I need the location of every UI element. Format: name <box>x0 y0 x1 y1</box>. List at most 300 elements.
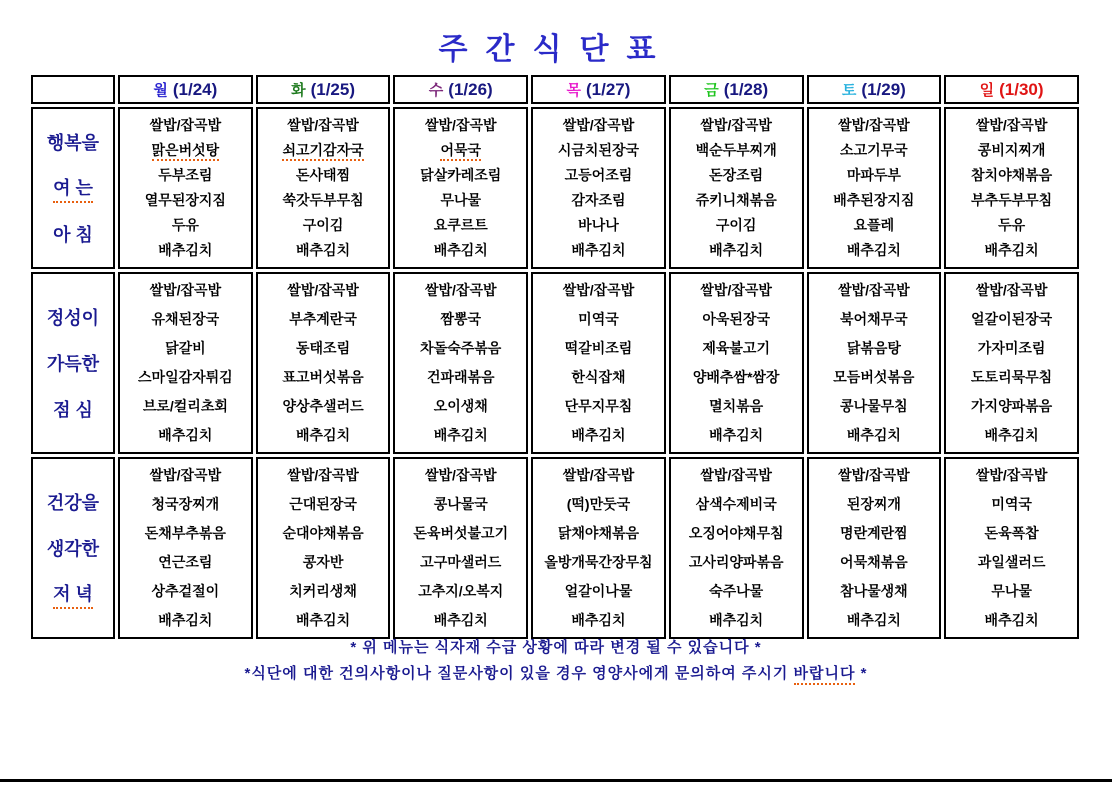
menu-cell-items <box>946 109 1077 267</box>
menu-item <box>948 398 1075 415</box>
menu-item-text: 배추김치 <box>158 242 213 258</box>
meal-label-dinner <box>31 457 115 639</box>
menu-cell-items <box>120 274 251 452</box>
menu-item <box>397 340 524 357</box>
menu-item <box>948 612 1075 629</box>
menu-item <box>260 427 387 444</box>
menu-item-text: 청국장찌개 <box>151 496 220 512</box>
menu-cell-items <box>258 459 389 637</box>
note-contact-text: *식단에 대한 건의사항이나 질문사항이 있을 경우 영양사에게 문의하여 주시기 <box>244 665 794 682</box>
menu-item-text: 고추지/오복지 <box>418 583 504 599</box>
menu-cell-items <box>533 274 664 452</box>
menu-cell-items <box>533 109 664 267</box>
menu-item <box>811 242 938 259</box>
menu-item <box>122 242 249 259</box>
menu-cell-items <box>671 274 802 452</box>
menu-item <box>673 369 800 386</box>
menu-item <box>673 167 800 184</box>
menu-cell-lunch-wed <box>393 272 528 454</box>
day-header-mon <box>118 75 253 104</box>
menu-item <box>948 467 1075 484</box>
note-menu-change: * 위 메뉴는 식자재 수급 상황에 따라 변경 될 수 있습니다 * <box>350 639 762 656</box>
menu-item <box>811 467 938 484</box>
day-date-label: (1/24) <box>172 80 218 99</box>
menu-item-text: 쥬키니채볶음 <box>695 192 777 208</box>
menu-item <box>535 496 662 513</box>
menu-item <box>673 467 800 484</box>
menu-item-text: 맑은버섯탕 <box>152 142 220 161</box>
menu-item <box>673 340 800 357</box>
menu-item-text: 제육불고기 <box>702 340 770 356</box>
menu-item <box>122 117 249 134</box>
menu-item-text: 어묵채볶음 <box>840 554 908 570</box>
menu-item <box>811 583 938 600</box>
menu-item-text: 마파두부 <box>846 167 901 183</box>
day-date-label: (1/28) <box>723 80 769 99</box>
menu-item-text: 배추김치 <box>296 242 351 258</box>
menu-cell-items <box>671 459 802 637</box>
menu-item <box>122 311 249 328</box>
day-header-sun <box>944 75 1079 104</box>
meal-label-line <box>33 386 113 432</box>
menu-cell-items <box>258 109 389 267</box>
menu-item <box>535 398 662 415</box>
menu-item-text: 동태조림 <box>296 340 351 356</box>
menu-item <box>122 583 249 600</box>
menu-item-text: 고사리양파볶음 <box>688 554 784 570</box>
menu-cell-items <box>120 109 251 267</box>
menu-item-text: 배추김치 <box>158 612 213 628</box>
menu-item <box>260 217 387 234</box>
menu-item <box>535 340 662 357</box>
menu-item <box>535 217 662 234</box>
menu-item-text: (떡)만둣국 <box>566 496 631 512</box>
menu-cell-items <box>395 274 526 452</box>
menu-item <box>811 554 938 571</box>
menu-item-text: 쌀밥/잡곡밥 <box>149 117 222 133</box>
menu-cell-dinner-sat <box>807 457 942 639</box>
menu-cell-items <box>395 109 526 267</box>
menu-item <box>948 427 1075 444</box>
meal-label-text: 여 는 <box>53 174 93 203</box>
menu-item-text: 콩비지찌개 <box>977 142 1046 158</box>
menu-item <box>260 583 387 600</box>
menu-item-text: 쌀밥/잡곡밥 <box>287 467 359 483</box>
menu-item <box>811 340 938 357</box>
menu-item <box>260 398 387 415</box>
menu-item <box>260 340 387 357</box>
menu-item-text: 배추김치 <box>433 242 488 258</box>
menu-item-text: 양배추쌈*쌈장 <box>692 369 780 385</box>
menu-item-text: 양상추샐러드 <box>282 398 364 414</box>
menu-item-text: 오이생채 <box>433 398 488 414</box>
menu-item-text: 배추김치 <box>984 612 1039 628</box>
menu-item-text: 모듬버섯볶음 <box>833 369 915 385</box>
menu-item-text: 짬뽕국 <box>440 311 482 327</box>
menu-item <box>397 282 524 299</box>
menu-item <box>397 142 524 159</box>
menu-item-text: 쌀밥/잡곡밥 <box>149 467 222 483</box>
menu-item <box>397 369 524 386</box>
menu-item <box>397 583 524 600</box>
note-contact-tail: * <box>855 665 868 682</box>
menu-item <box>397 311 524 328</box>
menu-item-text: 삼색수제비국 <box>695 496 777 512</box>
menu-item-text: 쌀밥/잡곡밥 <box>425 467 497 483</box>
menu-item <box>811 369 938 386</box>
menu-item <box>948 554 1075 571</box>
menu-item-text: 무나물 <box>991 583 1032 599</box>
menu-item <box>948 340 1075 357</box>
menu-cell-lunch-mon <box>118 272 253 454</box>
menu-item <box>673 311 800 328</box>
menu-item-text: 어묵국 <box>440 142 481 161</box>
menu-item-text: 순대야채볶음 <box>282 525 364 541</box>
menu-item-text: 부추두부무침 <box>971 192 1053 208</box>
menu-cell-breakfast-fri <box>669 107 804 269</box>
meal-label-line <box>33 525 113 571</box>
menu-item <box>811 398 938 415</box>
menu-item <box>673 427 800 444</box>
menu-item-text: 배추김치 <box>571 427 626 443</box>
menu-item-text: 콩나물국 <box>433 496 488 512</box>
menu-item <box>122 217 249 234</box>
menu-item <box>535 192 662 209</box>
menu-item-text: 쌀밥/잡곡밥 <box>562 117 635 133</box>
meal-row-dinner <box>31 457 1079 639</box>
menu-item-text: 차돌숙주볶음 <box>420 340 502 356</box>
menu-item-text: 얼갈이된장국 <box>971 311 1053 327</box>
menu-item-text: 스마일감자튀김 <box>138 369 233 385</box>
menu-item <box>535 282 662 299</box>
menu-item-text: 쌀밥/잡곡밥 <box>700 467 772 483</box>
meal-label-line <box>33 340 113 386</box>
menu-cell-dinner-fri <box>669 457 804 639</box>
menu-cell-breakfast-mon <box>118 107 253 269</box>
menu-item-text: 명란계란찜 <box>840 525 908 541</box>
menu-item <box>811 282 938 299</box>
menu-item-text: 구이김 <box>302 217 344 233</box>
menu-item <box>397 398 524 415</box>
menu-item-text: 콩나물무침 <box>840 398 908 414</box>
menu-item <box>948 282 1075 299</box>
menu-item-text: 두유 <box>998 217 1026 233</box>
menu-item <box>397 167 524 184</box>
menu-item <box>535 583 662 600</box>
day-header-sat <box>807 75 942 104</box>
menu-item-text: 쌀밥/잡곡밥 <box>149 282 222 298</box>
menu-item-text: 쌀밥/잡곡밥 <box>975 117 1048 133</box>
menu-cell-dinner-tue <box>256 457 391 639</box>
menu-item <box>535 427 662 444</box>
menu-item-text: 쌀밥/잡곡밥 <box>838 117 910 133</box>
menu-item <box>397 554 524 571</box>
menu-cell-breakfast-wed <box>393 107 528 269</box>
menu-item <box>535 117 662 134</box>
menu-cell-lunch-sun <box>944 272 1079 454</box>
menu-item-text: 근대된장국 <box>289 496 357 512</box>
day-date-label: (1/27) <box>586 80 631 99</box>
menu-item <box>811 427 938 444</box>
menu-item <box>948 583 1075 600</box>
day-date-label: (1/29) <box>861 80 906 99</box>
menu-item-text: 배추김치 <box>984 427 1039 443</box>
menu-item-text: 건파래볶음 <box>426 369 495 385</box>
menu-cell-dinner-thu <box>531 457 666 639</box>
menu-item-text: 감자조림 <box>571 192 626 208</box>
menu-item-text: 쌀밥/잡곡밥 <box>700 117 772 133</box>
menu-item-text: 유채된장국 <box>151 311 220 327</box>
day-date-label: (1/30) <box>999 80 1044 99</box>
day-header-thu <box>531 75 666 104</box>
menu-item <box>122 369 249 386</box>
meal-label-line <box>33 294 113 340</box>
menu-item <box>811 496 938 513</box>
menu-item <box>673 496 800 513</box>
menu-item-text: 배추김치 <box>296 427 351 443</box>
menu-cell-items <box>946 459 1077 637</box>
menu-cell-items <box>258 274 389 452</box>
day-char-icon: 목 <box>566 82 581 99</box>
menu-item <box>260 167 387 184</box>
menu-item <box>260 242 387 259</box>
meal-label-lunch <box>31 272 115 454</box>
menu-item-text: 배추김치 <box>709 612 764 628</box>
menu-item-text: 쌀밥/잡곡밥 <box>425 282 497 298</box>
day-char-icon: 화 <box>291 82 306 99</box>
menu-item <box>535 369 662 386</box>
menu-item-text: 미역국 <box>991 496 1032 512</box>
meal-label-breakfast <box>31 107 115 269</box>
menu-item-text: 쑥갓두부무침 <box>282 192 364 208</box>
menu-item-text: 배추김치 <box>296 612 351 628</box>
menu-item <box>811 192 938 209</box>
menu-item-text: 두부조림 <box>158 167 213 183</box>
menu-item <box>122 398 249 415</box>
menu-item <box>811 525 938 542</box>
day-header-tue <box>256 75 391 104</box>
menu-item <box>397 496 524 513</box>
menu-cell-lunch-tue <box>256 272 391 454</box>
menu-item <box>535 142 662 159</box>
menu-item-text: 열무된장지짐 <box>144 192 226 208</box>
page-title: 주간식단표 <box>438 33 674 66</box>
day-char-icon: 금 <box>704 82 719 99</box>
menu-item-text: 닭채야채볶음 <box>557 525 640 541</box>
menu-item-text: 고구마샐러드 <box>420 554 502 570</box>
menu-item <box>397 612 524 629</box>
page-bottom-rule <box>0 779 1112 782</box>
menu-item-text: 쌀밥/잡곡밥 <box>975 467 1048 483</box>
day-header-wed <box>393 75 528 104</box>
menu-cell-dinner-mon <box>118 457 253 639</box>
menu-item-text: 바나나 <box>578 217 619 233</box>
footer-notes <box>0 636 1112 688</box>
menu-item-text: 소고기무국 <box>840 142 908 158</box>
menu-cell-lunch-sat <box>807 272 942 454</box>
menu-item <box>673 398 800 415</box>
menu-item <box>811 311 938 328</box>
menu-item-text: 얼갈이나물 <box>564 583 633 599</box>
menu-item <box>397 467 524 484</box>
menu-cell-items <box>809 274 940 452</box>
menu-item <box>673 192 800 209</box>
menu-item-text: 닭볶음탕 <box>846 340 901 356</box>
menu-item-text: 숙주나물 <box>709 583 764 599</box>
menu-item-text: 시금치된장국 <box>557 142 640 158</box>
menu-item-text: 참나물생채 <box>840 583 908 599</box>
menu-item <box>397 525 524 542</box>
menu-item <box>673 525 800 542</box>
menu-item <box>948 142 1075 159</box>
meal-label-text: 가득한 <box>46 354 100 374</box>
meal-row-lunch <box>31 272 1079 454</box>
menu-cell-items <box>671 109 802 267</box>
menu-item-text: 배추김치 <box>846 612 901 628</box>
menu-item-text: 참치야채볶음 <box>971 167 1053 183</box>
day-date-label: (1/26) <box>448 80 493 99</box>
menu-item-text: 오징어야채무침 <box>688 525 784 541</box>
menu-item-text: 무나물 <box>440 192 482 208</box>
menu-item-text: 쇠고기감자국 <box>282 142 363 161</box>
menu-cell-lunch-fri <box>669 272 804 454</box>
menu-item <box>535 525 662 542</box>
menu-item <box>260 311 387 328</box>
menu-item <box>948 217 1075 234</box>
meal-label-text: 건강을 <box>46 493 100 513</box>
menu-item <box>535 554 662 571</box>
menu-item-text: 쌀밥/잡곡밥 <box>287 282 359 298</box>
menu-item <box>673 583 800 600</box>
menu-item <box>811 612 938 629</box>
menu-item-text: 쌀밥/잡곡밥 <box>425 117 497 133</box>
menu-item <box>122 467 249 484</box>
menu-cell-breakfast-sat <box>807 107 942 269</box>
menu-item <box>260 192 387 209</box>
menu-item-text: 요쿠르트 <box>433 217 488 233</box>
menu-item <box>673 117 800 134</box>
menu-item-text: 배추김치 <box>433 612 488 628</box>
menu-item <box>948 496 1075 513</box>
menu-cell-breakfast-sun <box>944 107 1079 269</box>
menu-item-text: 미역국 <box>578 311 619 327</box>
menu-item-text: 쌀밥/잡곡밥 <box>287 117 359 133</box>
menu-item <box>673 554 800 571</box>
menu-item-text: 과일샐러드 <box>977 554 1046 570</box>
menu-item-text: 된장찌개 <box>846 496 901 512</box>
menu-item <box>535 612 662 629</box>
corner-cell <box>31 75 115 104</box>
day-header-fri <box>669 75 804 104</box>
menu-item <box>673 242 800 259</box>
menu-item-text: 쌀밥/잡곡밥 <box>562 467 635 483</box>
menu-item-text: 북어채무국 <box>840 311 908 327</box>
header-row <box>31 75 1079 104</box>
menu-item <box>948 311 1075 328</box>
menu-item <box>122 496 249 513</box>
menu-item-text: 아욱된장국 <box>702 311 770 327</box>
day-char-icon: 일 <box>979 82 995 99</box>
menu-cell-dinner-wed <box>393 457 528 639</box>
menu-item-text: 닭갈비 <box>165 340 206 356</box>
menu-item <box>122 427 249 444</box>
menu-item-text: 배추김치 <box>571 612 626 628</box>
menu-item-text: 콩자반 <box>302 554 344 570</box>
menu-item <box>260 612 387 629</box>
menu-item <box>535 167 662 184</box>
meal-label-text: 점 심 <box>53 400 93 420</box>
menu-cell-items <box>809 459 940 637</box>
menu-cell-breakfast-thu <box>531 107 666 269</box>
menu-item-text: 고등어조림 <box>564 167 633 183</box>
menu-item-text: 부추계란국 <box>289 311 357 327</box>
meal-label-text: 행복을 <box>46 133 100 153</box>
menu-item-text: 돈장조림 <box>709 167 764 183</box>
menu-item-text: 상추겉절이 <box>151 583 220 599</box>
day-date-label: (1/25) <box>310 80 356 99</box>
menu-item-text: 배추된장지짐 <box>833 192 915 208</box>
menu-item-text: 떡갈비조림 <box>564 340 633 356</box>
menu-item-text: 도토리묵무침 <box>971 369 1053 385</box>
menu-item-text: 쌀밥/잡곡밥 <box>838 467 910 483</box>
menu-item-text: 돈사태찜 <box>296 167 351 183</box>
menu-cell-items <box>120 459 251 637</box>
menu-item-text: 표고버섯볶음 <box>282 369 364 385</box>
menu-item <box>122 340 249 357</box>
note-contact-dietitian <box>0 662 1112 683</box>
meal-label-text: 아 침 <box>53 225 93 245</box>
menu-item-text: 치커리생채 <box>289 583 357 599</box>
menu-item <box>260 369 387 386</box>
menu-item <box>260 142 387 159</box>
menu-item <box>535 311 662 328</box>
menu-item <box>122 612 249 629</box>
menu-item-text: 배추김치 <box>846 427 901 443</box>
menu-item <box>948 167 1075 184</box>
menu-item <box>948 242 1075 259</box>
menu-item <box>122 142 249 159</box>
meal-label-text: 생각한 <box>46 539 100 559</box>
meal-label-line <box>33 165 113 211</box>
meal-label-text: 정성이 <box>46 308 100 328</box>
meal-label-text: 저 녁 <box>53 580 93 609</box>
menu-item <box>260 496 387 513</box>
menu-item-text: 돈육폭찹 <box>984 525 1039 541</box>
menu-item <box>535 467 662 484</box>
menu-item-text: 쌀밥/잡곡밥 <box>838 282 910 298</box>
menu-item-text: 멸치볶음 <box>709 398 764 414</box>
menu-item <box>397 217 524 234</box>
menu-item <box>260 117 387 134</box>
day-char-icon: 월 <box>153 82 168 99</box>
menu-item-text: 한식잡채 <box>571 369 626 385</box>
menu-item <box>397 117 524 134</box>
menu-item <box>260 554 387 571</box>
menu-item <box>397 192 524 209</box>
menu-item <box>122 282 249 299</box>
menu-item <box>260 525 387 542</box>
menu-item <box>122 167 249 184</box>
meal-label-line <box>33 119 113 165</box>
menu-item <box>397 242 524 259</box>
menu-item-text: 가지양파볶음 <box>971 398 1053 414</box>
menu-item <box>948 117 1075 134</box>
menu-item <box>673 217 800 234</box>
menu-cell-dinner-sun <box>944 457 1079 639</box>
meal-label-line <box>33 571 113 617</box>
menu-item-text: 백순두부찌개 <box>695 142 777 158</box>
menu-item-text: 두유 <box>171 217 199 233</box>
